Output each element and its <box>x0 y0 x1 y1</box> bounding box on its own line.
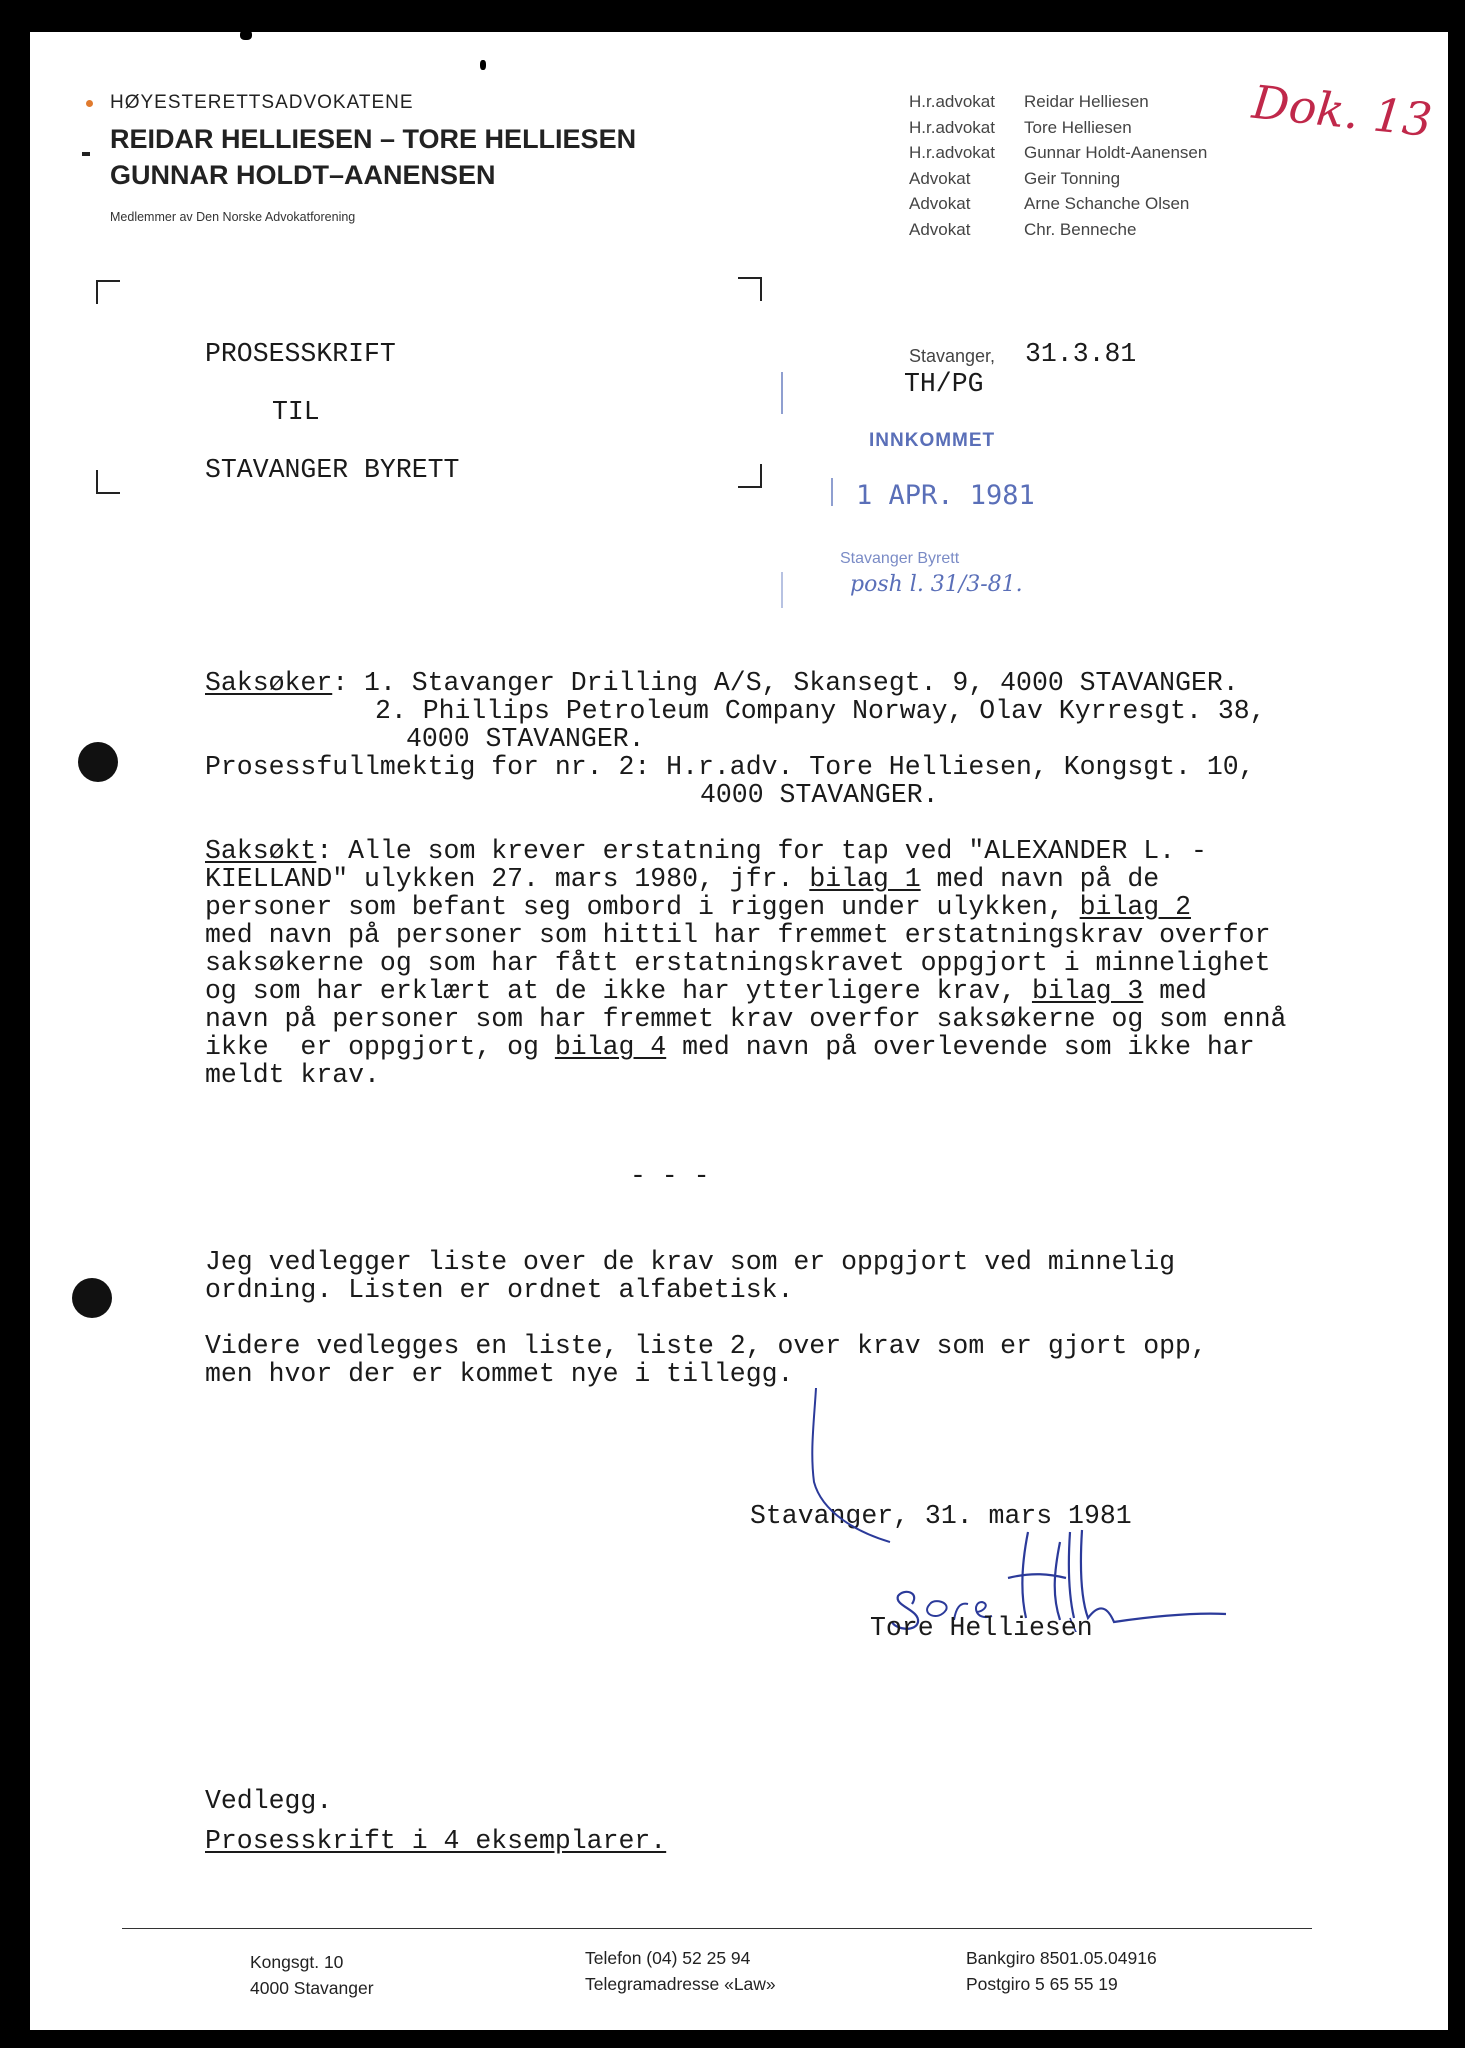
staff-name-1: Reidar Helliesen <box>1024 92 1149 111</box>
footer-telegram: Telegramadresse «Law» <box>585 1974 776 1994</box>
logo-dot-icon <box>86 100 93 107</box>
defendants-line-9: meldt krav. <box>205 1060 380 1090</box>
defendants-text-6-end: med <box>1159 976 1207 1006</box>
staff-title-4: Advokat <box>909 169 971 188</box>
window-corner-bottom-left <box>96 470 120 494</box>
staff-title-1: H.r.advokat <box>909 92 995 111</box>
footer-postgiro: Postgiro 5 65 55 19 <box>966 1974 1118 1994</box>
defendants-line-4: med navn på personer som hittil har fremmet erstatningskrav overfor <box>205 920 1271 950</box>
firm-partners-line-2: GUNNAR HOLDT–AANENSEN <box>110 160 496 190</box>
scan-speck-small <box>480 60 486 70</box>
membership-note: Medlemmer av Den Norske Advokatforening <box>110 210 356 224</box>
document-page <box>30 32 1448 2030</box>
plaintiffs-line-2: 2. Phillips Petroleum Company Norway, Olav Kyrresgt. 38, <box>375 696 1266 726</box>
bilag-3-reference: bilag 3 <box>1031 976 1144 1006</box>
window-corner-bottom-right <box>738 464 762 488</box>
defendants-text-6: og som har erklært at de ikke har ytterligere krav, <box>205 976 1017 1006</box>
defendants-text-3: personer som befant seg ombord i riggen under ulykken, <box>205 892 1064 922</box>
footer-city: 4000 Stavanger <box>250 1978 374 1998</box>
closing-place-date: Stavanger, 31. mars 1981 <box>750 1501 1132 1531</box>
footer-phone: Telefon (04) 52 25 94 <box>585 1948 751 1968</box>
paragraph-2-line-1: Videre vedlegges en liste, liste 2, over krav som er gjort opp, <box>205 1331 1207 1361</box>
staff-title-6: Advokat <box>909 220 971 239</box>
address-line-3: STAVANGER BYRETT <box>205 455 460 485</box>
firm-type: HØYESTERETTSADVOKATENE <box>110 92 414 113</box>
staff-title-2: H.r.advokat <box>909 118 995 137</box>
signatory-name: Tore Helliesen <box>870 1613 1093 1643</box>
staff-title-3: H.r.advokat <box>909 143 995 162</box>
defendants-line-5: saksøkerne og som har fått erstatningskravet oppgjort i minnelighet <box>205 948 1271 978</box>
plaintiffs-line-3: 4000 STAVANGER. <box>406 724 645 754</box>
reference-code: TH/PG <box>904 369 984 399</box>
plaintiffs-line-1 <box>205 669 1239 697</box>
footer-rule <box>122 1928 1312 1929</box>
window-corner-top-right <box>738 277 762 301</box>
punch-hole-upper <box>78 742 118 782</box>
received-stamp-court: Stavanger Byrett <box>840 550 960 567</box>
staff-name-5: Arne Schanche Olsen <box>1024 194 1190 213</box>
paragraph-2-line-2: men hvor der er kommet nye i tillegg. <box>205 1359 794 1389</box>
defendants-line-7: navn på personer som har fremmet krav overfor saksøkerne og som ennå <box>205 1004 1287 1034</box>
bilag-4-reference: bilag 4 <box>554 1032 667 1062</box>
bilag-2-reference: bilag 2 <box>1079 892 1191 922</box>
address-line-2: TIL <box>272 397 320 427</box>
defendants-line-6 <box>205 977 1207 1005</box>
defendants-text-1: : Alle som krever erstatning for tap ved "ALEXANDER L. - <box>316 836 1207 866</box>
punch-hole-lower <box>72 1278 112 1318</box>
defendants-text-8-end: med navn på overlevende som ikke har <box>682 1032 1255 1062</box>
footer-street: Kongsgt. 10 <box>250 1952 344 1972</box>
attachments-item: Prosesskrift i 4 eksemplarer. <box>205 1826 667 1856</box>
handwritten-signature <box>770 1382 1250 1632</box>
attachments-label: Vedlegg. <box>205 1786 333 1816</box>
received-stamp-handwritten-note: posh l. 31/3-81. <box>850 572 1023 597</box>
stamp-mark-left-2 <box>831 478 833 506</box>
paragraph-1-line-1: Jeg vedlegger liste over de krav som er oppgjort ved minnelig <box>205 1247 1176 1277</box>
dash-mark <box>82 152 90 156</box>
footer-bankgiro: Bankgiro 8501.05.04916 <box>966 1948 1157 1968</box>
document-mark-handwritten: Dok. 13 <box>1249 74 1435 148</box>
received-stamp-title: INNKOMMET <box>869 430 996 451</box>
defendants-line-3 <box>205 893 1191 921</box>
date-place-label: Stavanger, <box>909 346 996 366</box>
plaintiffs-text-1: : 1. Stavanger Drilling A/S, Skansegt. 9, 4000 STAVANGER. <box>332 668 1239 698</box>
defendants-line-2 <box>205 865 1159 893</box>
defendants-text-8: ikke er oppgjort, og <box>205 1032 539 1062</box>
firm-partners-line-1: REIDAR HELLIESEN – TORE HELLIESEN <box>110 124 637 154</box>
document-date: 31.3.81 <box>1025 339 1137 369</box>
plaintiffs-line-4: Prosessfullmektig for nr. 2: H.r.adv. Tore Helliesen, Kongsgt. 10, <box>205 752 1255 782</box>
staff-name-6: Chr. Benneche <box>1024 220 1137 239</box>
defendants-text-2-end: med navn på de <box>936 864 1160 894</box>
window-corner-top-left <box>96 280 120 304</box>
received-stamp-date: 1 APR. 1981 <box>856 480 1035 511</box>
staff-name-4: Geir Tonning <box>1024 169 1121 188</box>
plaintiffs-label: Saksøker <box>205 668 333 698</box>
defendants-line-1 <box>205 837 1207 865</box>
address-line-1: PROSESSKRIFT <box>205 339 396 369</box>
defendants-line-8 <box>205 1033 1255 1061</box>
stamp-mark-left-3 <box>781 572 783 608</box>
staff-title-5: Advokat <box>909 194 971 213</box>
section-separator: - - - <box>630 1161 710 1191</box>
bilag-1-reference: bilag 1 <box>809 864 921 894</box>
stamp-mark-left-1 <box>781 372 783 414</box>
staff-name-2: Tore Helliesen <box>1024 118 1132 137</box>
plaintiffs-line-5: 4000 STAVANGER. <box>700 780 939 810</box>
staff-name-3: Gunnar Holdt-Aanensen <box>1024 143 1208 162</box>
defendants-text-2: KIELLAND" ulykken 27. mars 1980, jfr. <box>205 864 794 894</box>
paragraph-1-line-2: ordning. Listen er ordnet alfabetisk. <box>205 1275 794 1305</box>
defendants-label: Saksøkt <box>205 836 317 866</box>
scan-speck-top <box>240 30 252 40</box>
